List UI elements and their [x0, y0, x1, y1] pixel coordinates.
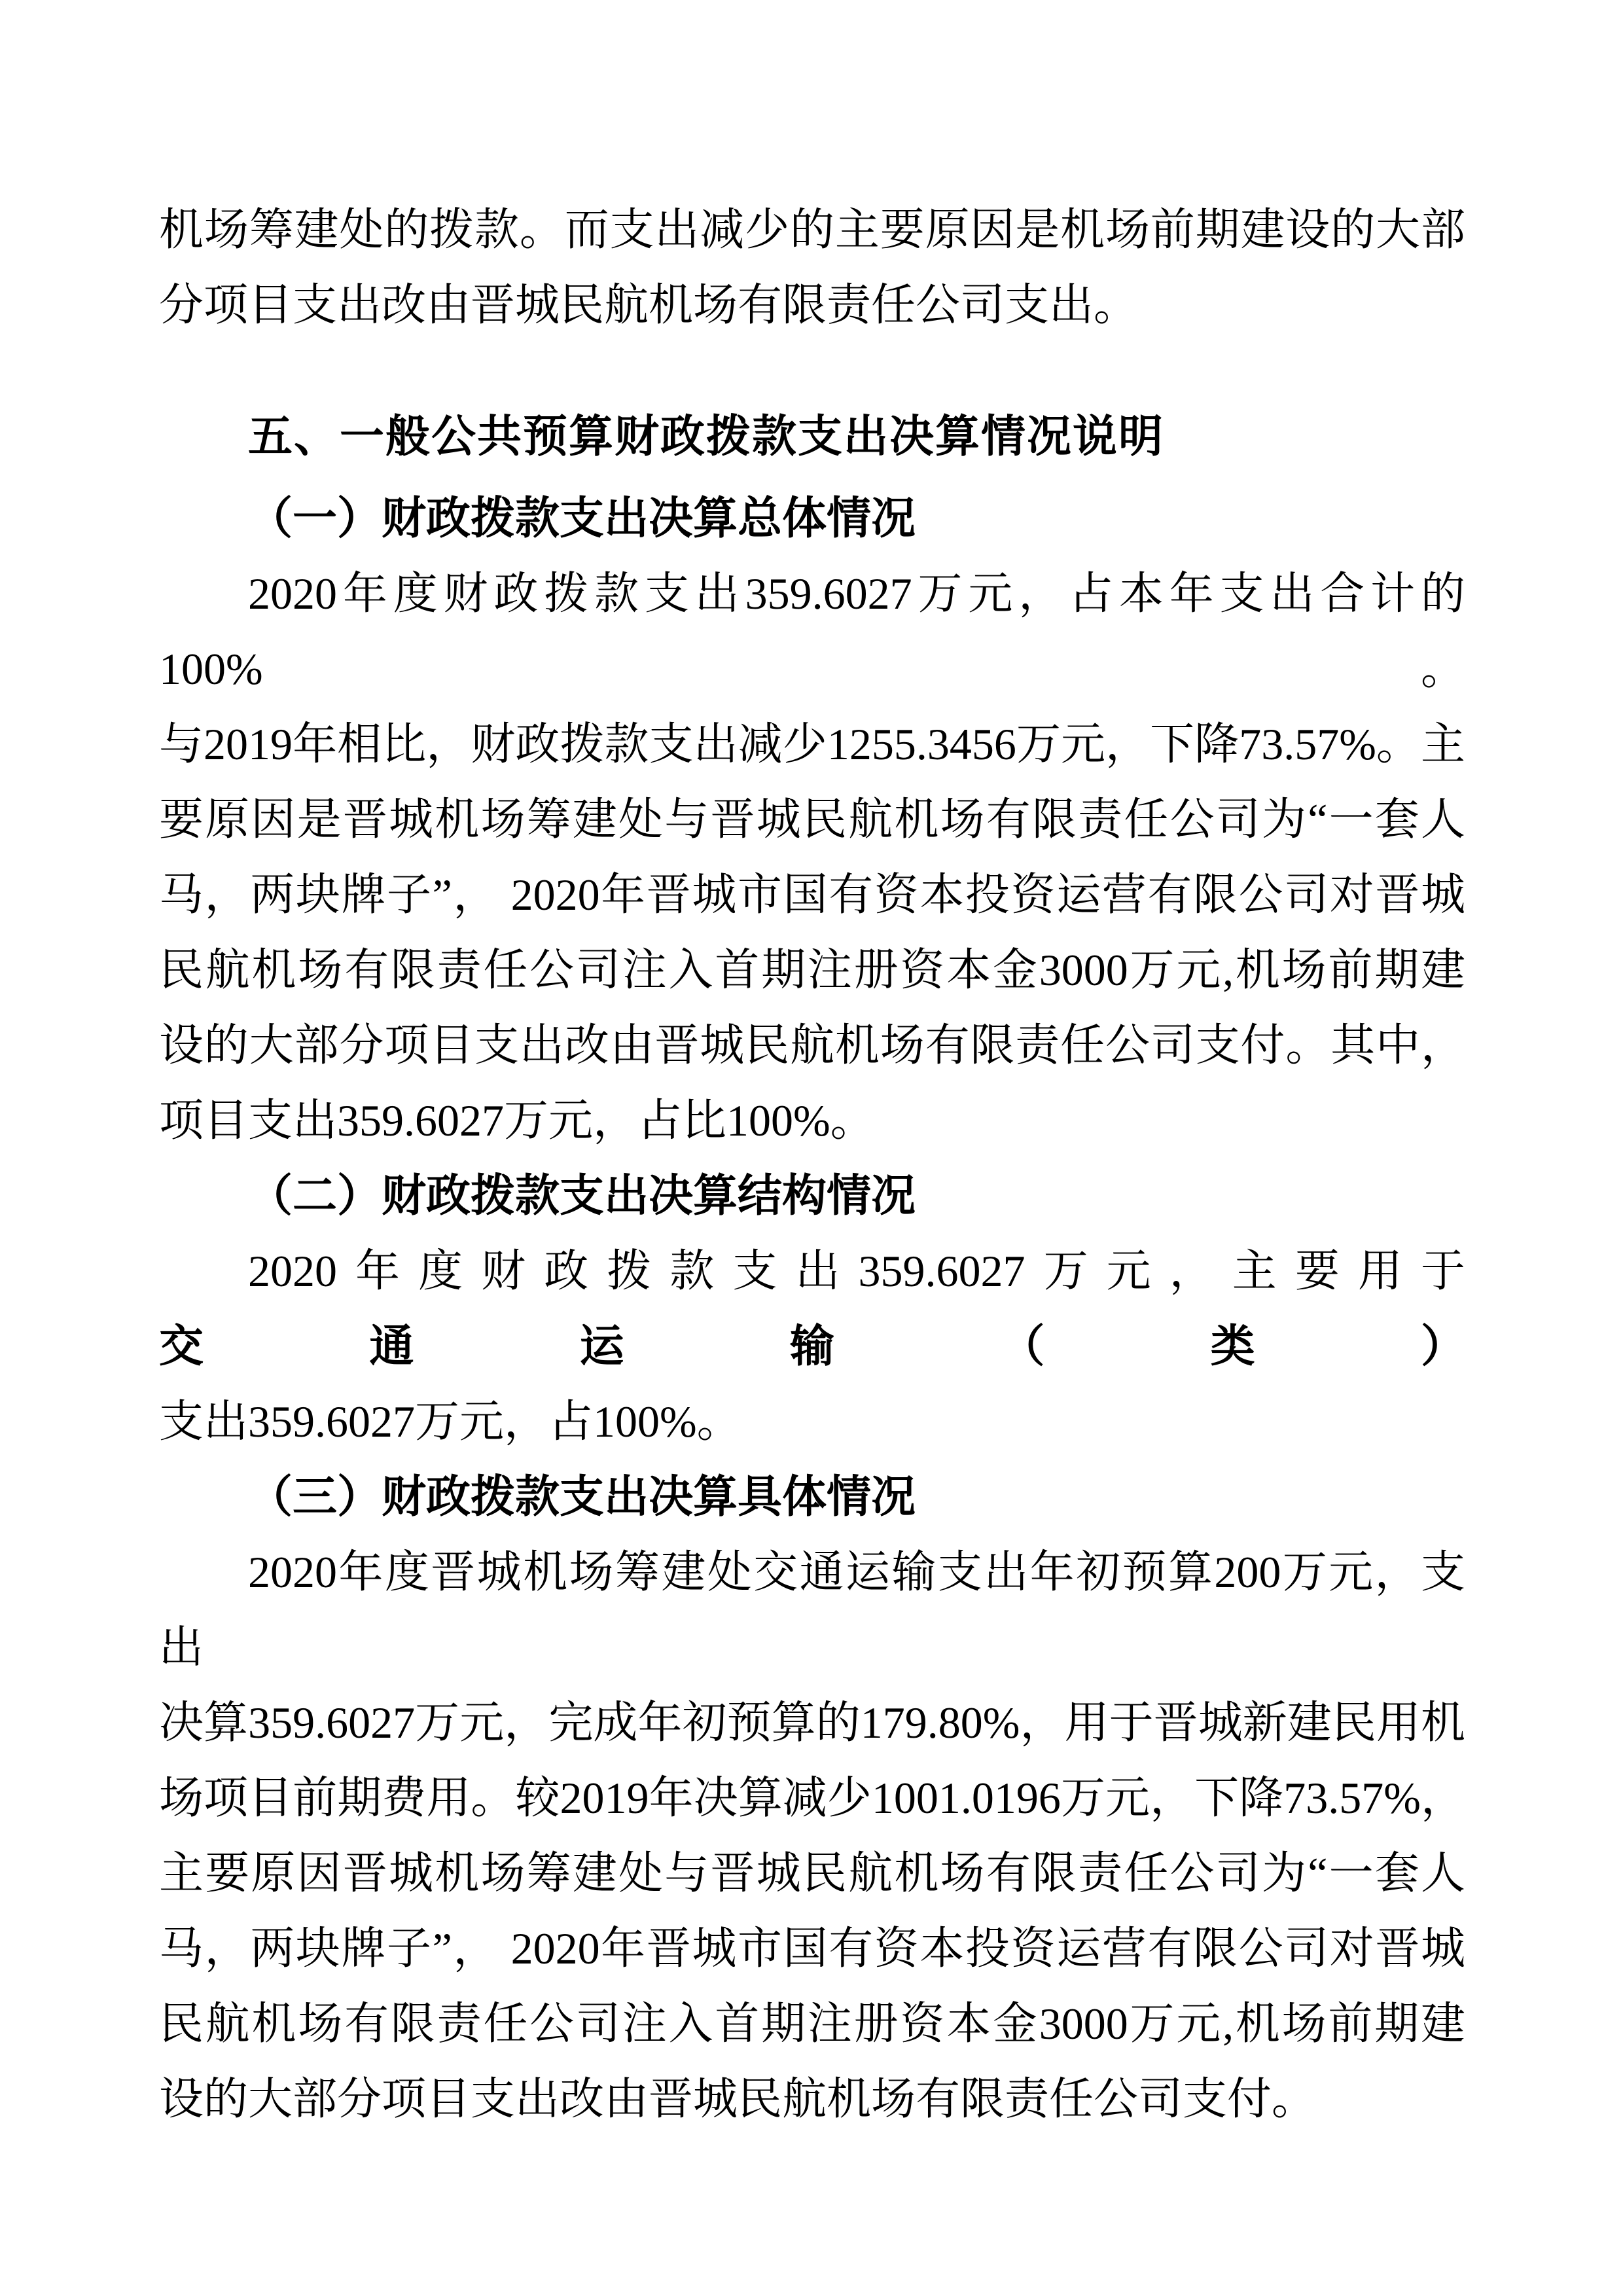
subsection-3-heading — [159, 1460, 1465, 1535]
text-line — [159, 782, 1465, 857]
document-content — [159, 192, 1465, 2137]
text-segment: 民航机场有限责任公司注入首期注册资本金3000万元,机场前期建 — [159, 945, 1465, 995]
text-segment: 场项目前期费用。较2019年决算减少1001.0196万元，下降73.57%， — [159, 1773, 1465, 1823]
intro-paragraph-continued — [159, 192, 1465, 343]
text-segment: 机场筹建处的拨款。而支出减少的主要原因是机场前期建设的大部 — [159, 205, 1465, 255]
text-line — [159, 1008, 1465, 1083]
section-5-heading — [159, 399, 1465, 475]
text-line — [159, 933, 1465, 1008]
subsection-2-paragraph — [159, 1234, 1465, 1460]
text-line — [159, 268, 1465, 343]
text-line — [159, 1460, 1465, 1535]
text-line — [159, 192, 1465, 268]
text-line — [159, 1158, 1465, 1234]
text-line — [159, 857, 1465, 933]
bold-text-segment: （一）财政拨款支出决算总体情况 — [248, 493, 916, 543]
text-line — [159, 1911, 1465, 1986]
subsection-2-heading — [159, 1158, 1465, 1234]
text-segment: 马，两块牌子”， 2020年晋城市国有资本投资运营有限公司对晋城 — [159, 1924, 1465, 1973]
text-line — [159, 1083, 1465, 1158]
text-line — [159, 1234, 1465, 1384]
bold-text-segment: 五、一般公共预算财政拨款支出决算情况说明 — [248, 412, 1165, 461]
text-line — [159, 1761, 1465, 1836]
text-line — [159, 2062, 1465, 2137]
text-segment: 2020年度财政拨款支出359.6027万元，主要用于 — [248, 1246, 1465, 1296]
text-line — [159, 399, 1465, 475]
text-segment: 与2019年相比，财政拨款支出减少1255.3456万元，下降73.57%。主 — [159, 719, 1465, 769]
text-segment: 要原因是晋城机场筹建处与晋城民航机场有限责任公司为“一套人 — [159, 795, 1465, 844]
text-segment: 2020年度财政拨款支出359.6027万元，占本年支出合计的100%。 — [159, 569, 1465, 694]
subsection-3-paragraph — [159, 1535, 1465, 2137]
text-line — [159, 707, 1465, 782]
text-segment: 决算359.6027万元，完成年初预算的179.80%，用于晋城新建民用机 — [159, 1698, 1465, 1748]
text-segment: 民航机场有限责任公司注入首期注册资本金3000万元,机场前期建 — [159, 1999, 1465, 2049]
text-segment: 设的大部分项目支出改由晋城民航机场有限责任公司支付。 — [159, 2074, 1317, 2124]
bold-text-segment: （三）财政拨款支出决算具体情况 — [248, 1472, 916, 1522]
text-segment: 主要原因晋城机场筹建处与晋城民航机场有限责任公司为“一套人 — [159, 1848, 1465, 1898]
text-line — [159, 481, 1465, 556]
text-line — [159, 556, 1465, 707]
bold-text-segment: （二）财政拨款支出决算结构情况 — [248, 1171, 916, 1221]
text-line — [159, 1384, 1465, 1460]
text-segment: 支出359.6027万元，占100%。 — [159, 1397, 741, 1446]
bold-text-segment: 交通运输（类） — [159, 1321, 1465, 1371]
text-line — [159, 1535, 1465, 1685]
subsection-1-paragraph — [159, 556, 1465, 1158]
text-segment: 分项目支出改由晋城民航机场有限责任公司支出。 — [159, 280, 1139, 330]
subsection-1-heading — [159, 481, 1465, 556]
text-line — [159, 1836, 1465, 1911]
text-segment: 马，两块牌子”， 2020年晋城市国有资本投资运营有限公司对晋城 — [159, 870, 1465, 920]
text-segment: 设的大部分项目支出改由晋城民航机场有限责任公司支付。其中， — [159, 1020, 1465, 1070]
text-segment: 项目支出359.6027万元，占比100%。 — [159, 1096, 875, 1145]
text-segment: 2020年度晋城机场筹建处交通运输支出年初预算200万元，支出 — [159, 1547, 1465, 1672]
text-line — [159, 1986, 1465, 2062]
text-line — [159, 1685, 1465, 1761]
